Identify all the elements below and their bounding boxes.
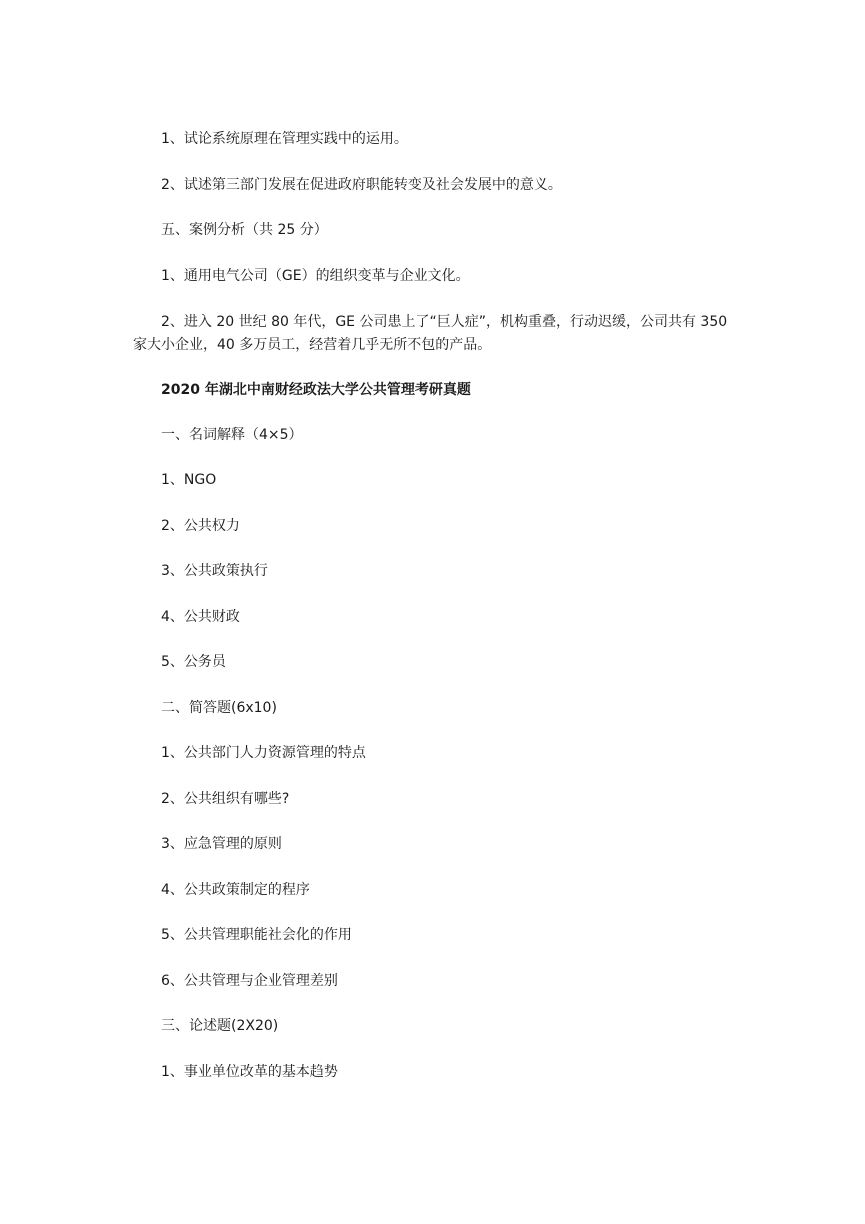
question-item: 1、试论系统原理在管理实践中的运用。 xyxy=(161,131,408,147)
term-item: 3、公共政策执行 xyxy=(161,563,268,579)
term-item: 2、公共权力 xyxy=(161,518,240,534)
term-item: 1、NGO xyxy=(161,472,217,488)
term-item: 5、公务员 xyxy=(161,654,226,670)
term-item: 4、公共财政 xyxy=(161,609,240,625)
short-answer-item: 5、公共管理职能社会化的作用 xyxy=(161,927,352,943)
short-answer-item: 3、应急管理的原则 xyxy=(161,836,282,852)
section-heading-case-analysis: 五、案例分析（共 25 分） xyxy=(161,222,328,238)
short-answer-item: 1、公共部门人力资源管理的特点 xyxy=(161,745,366,761)
short-answer-item: 2、公共组织有哪些? xyxy=(161,791,290,807)
essay-item: 1、事业单位改革的基本趋势 xyxy=(161,1064,338,1080)
case-paragraph: 2、进入 20 世纪 80 年代，GE 公司患上了“巨人症”，机构重叠，行动迟缓，公司共有 350 家大小企业，40 多万员工，经营着几乎无所不包的产品。 xyxy=(133,314,728,353)
case-item: 1、通用电气公司（GE）的组织变革与企业文化。 xyxy=(161,268,470,284)
section-heading-essay: 三、论述题(2X20) xyxy=(161,1018,279,1034)
section-heading-short-answer: 二、简答题(6x10) xyxy=(161,700,277,716)
short-answer-item: 6、公共管理与企业管理差别 xyxy=(161,973,338,989)
short-answer-item: 4、公共政策制定的程序 xyxy=(161,882,310,898)
exam-title: 2020 年湖北中南财经政法大学公共管理考研真题 xyxy=(161,382,471,398)
question-item: 2、试述第三部门发展在促进政府职能转变及社会发展中的意义。 xyxy=(161,177,562,193)
section-heading-terms: 一、名词解释（4×5） xyxy=(161,427,303,443)
